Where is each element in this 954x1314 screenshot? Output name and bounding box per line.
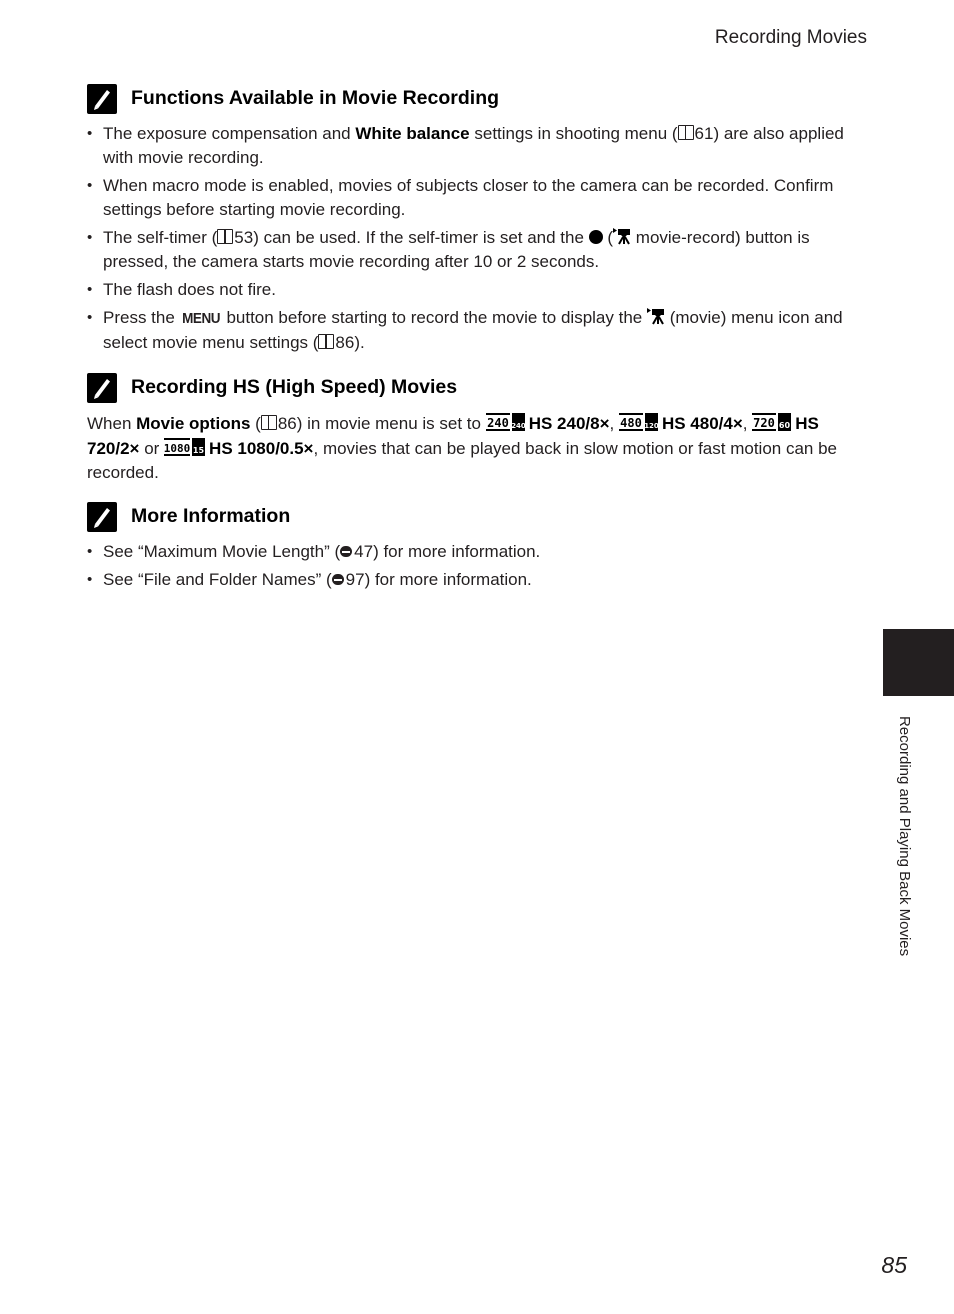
pencil-note-icon [87,502,117,532]
section-heading [87,373,867,405]
text: The self-timer ( [103,228,218,247]
bold-term: HS 1080/0.5× [209,439,314,458]
page-ref-number[interactable]: 86 [335,333,355,352]
running-head: Recording Movies [714,27,867,48]
format-top-label: 480 [620,416,642,430]
list-item [87,278,867,302]
format-sub-label: 240 [510,422,526,430]
page-ref-number[interactable]: 97 [345,570,365,589]
hs-paragraph [87,411,867,485]
text: When macro mode is enabled, movies of subjects closer to the camera can be recorded. Confirm settings before starting movie recording. [103,176,834,219]
pencil-note-icon [87,373,117,403]
hs-480-format-icon [619,411,659,433]
format-top-label: 1080 [164,442,191,455]
section-title: Recording HS (High Speed) Movies [131,376,458,398]
record-button-icon [589,230,603,244]
text: , movies that can be played back in slow motion or fast motion can be recorded. [87,439,837,482]
page-ref-number[interactable]: 47 [354,542,374,561]
list-item [87,122,867,170]
text: movie-record) button is pressed, the camera starts movie recording after 10 or 2 seconds. [103,228,810,271]
chapter-tab [883,629,954,696]
text: , [742,414,753,433]
text: ) are also applied with movie recording. [103,124,844,167]
text: The exposure compensation and [103,124,356,143]
text: ). [354,333,365,352]
text: ) in movie menu is set to [296,414,486,433]
section-title: More Information [131,505,291,527]
text: ( [602,228,614,247]
format-sub-label: 120 [644,422,659,430]
section-title: Functions Available in Movie Recording [131,87,500,109]
section-heading [87,84,867,116]
text: The flash does not fire. [103,280,276,299]
format-top-label: 240 [486,416,509,430]
page-ref-number[interactable]: 61 [694,124,714,143]
section-more-information [87,502,867,596]
section-heading [87,502,867,534]
list-item [87,306,867,355]
book-page-ref-icon [678,125,694,140]
bullet-list [87,540,867,592]
text: ) can be used. If the self-timer is set and the [253,228,589,247]
section-movie-functions [87,84,867,359]
section-hs-movies [87,373,867,485]
format-top-label: 720 [753,416,776,430]
list-item [87,174,867,222]
page-number: 85 [881,1252,907,1278]
bold-term: Movie options [136,414,251,433]
text: (movie) menu icon and select movie menu settings ( [103,308,843,352]
list-item [87,568,867,592]
page-ref-number[interactable]: 53 [234,228,254,247]
text: When [87,414,137,433]
text: See “Maximum Movie Length” ( [103,542,341,561]
reference-section-icon [332,573,346,586]
text: ) for more information. [373,542,541,561]
bullet-list [87,122,867,355]
text: button before starting to record the movie to display the [221,308,647,327]
book-page-ref-icon [318,334,334,349]
text: Press the [103,308,180,327]
text: settings in shooting menu ( [469,124,678,143]
text: See “File and Folder Names” ( [103,570,332,589]
movie-camera-icon [647,308,665,325]
chapter-label: Recording and Playing Back Movies [896,716,913,957]
bold-term: HS 720/2× [87,414,819,458]
hs-1080-format-icon [164,436,206,458]
bold-term: HS 480/4× [661,414,743,433]
page-ref-number[interactable]: 86 [277,414,297,433]
hs-240-format-icon [486,411,526,433]
book-page-ref-icon [217,229,233,244]
movie-camera-icon [613,228,631,245]
hs-720-format-icon [752,411,792,433]
list-item [87,540,867,564]
text: or [139,439,165,458]
menu-button-icon: MENU [181,310,220,327]
bold-term: White balance [355,124,470,143]
text: ) for more information. [364,570,532,589]
format-sub-label: 60 [779,421,791,430]
format-sub-label: 15 [192,446,205,455]
text: ( [250,414,261,433]
list-item [87,226,867,274]
bold-term: HS 240/8× [528,414,610,433]
reference-section-icon [340,545,354,558]
text: , [609,414,619,433]
pencil-note-icon [87,84,117,114]
book-page-ref-icon [261,415,277,430]
